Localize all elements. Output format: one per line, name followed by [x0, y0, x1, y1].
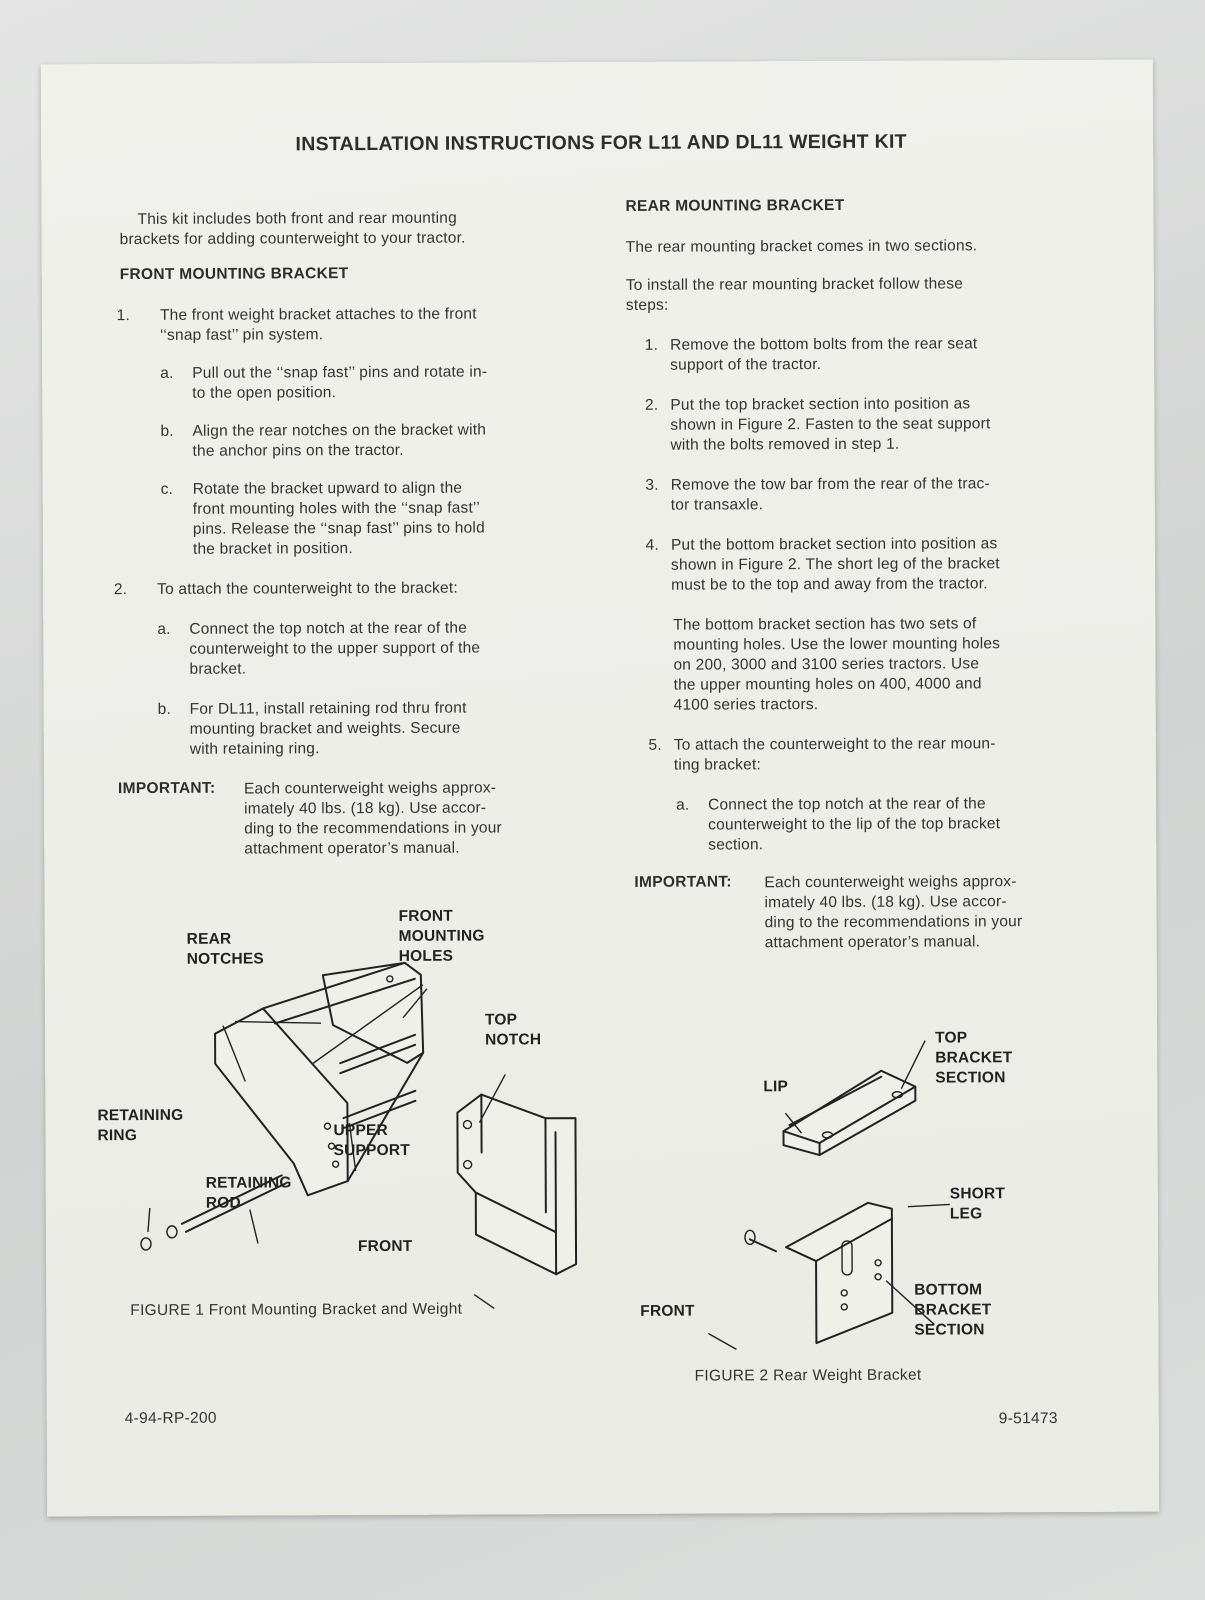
text-line: with retaining ring.: [189, 740, 320, 758]
important-label: IMPORTANT:: [117, 779, 216, 798]
step-number: 1.: [116, 307, 130, 325]
text-line: The front weight bracket attaches to the front: [159, 305, 477, 324]
rear-step-1: [670, 334, 978, 375]
front-step-2a: [189, 619, 480, 680]
text-line: the bracket in position.: [192, 540, 353, 558]
text-line: SECTION: [935, 1069, 1006, 1087]
front-step-1b: [192, 420, 486, 461]
text-line: front mounting holes with the ‘‘snap fast’’: [192, 499, 481, 518]
text-line: counterweight to the lip of the top bracket: [708, 815, 1001, 834]
figure-2-caption: FIGURE 2 Rear Weight Bracket: [694, 1366, 922, 1385]
text-line: shown in Figure 2. The short leg of the bracket: [670, 555, 1000, 574]
label-front: FRONT: [357, 1237, 413, 1256]
label-upper-support: [333, 1121, 410, 1161]
text-line: imately 40 lbs. (18 kg). Use accor-: [244, 799, 487, 818]
text-line: FRONT: [398, 907, 453, 925]
text-line: The bottom bracket section has two sets of: [673, 615, 977, 634]
important-note: [764, 872, 1022, 953]
short-leg-arrow: [908, 1204, 950, 1206]
front-step-1a: [192, 362, 487, 403]
step-letter: a.: [160, 364, 174, 382]
text-line: steps:: [625, 296, 669, 314]
rear-steps-intro: [626, 274, 963, 315]
text-line: attachment operator’s manual.: [244, 839, 460, 858]
text-line: section.: [708, 836, 764, 854]
text-line: HOLES: [398, 947, 454, 965]
rear-step-4-note: [673, 614, 1000, 715]
text-line: Each counterweight weighs approx-: [243, 779, 497, 798]
important-label: IMPORTANT:: [634, 873, 732, 891]
text-line: mounting bracket and weights. Secure: [189, 719, 461, 738]
label-rear-notches: [187, 929, 264, 969]
important-note: [244, 778, 502, 859]
step-number: 5.: [648, 736, 662, 754]
footer-left-code: 4-94-RP-200: [124, 1409, 217, 1428]
text-line: TOP: [484, 1011, 518, 1029]
retaining-rod-arrow: [250, 1209, 258, 1243]
intro-paragraph: [137, 209, 456, 230]
text-line: BOTTOM: [914, 1281, 983, 1299]
label-top-bracket-section: [935, 1028, 1012, 1088]
top-bracket-section: [783, 1071, 915, 1156]
front-step-1c: [193, 479, 485, 560]
top-bracket-arrow: [901, 1041, 925, 1089]
intro-line: brackets for adding counterweight to your tractor.: [119, 229, 466, 249]
text-line: imately 40 lbs. (18 kg). Use accor-: [764, 893, 1007, 912]
step-number: 3.: [645, 476, 659, 494]
page-title: INSTALLATION INSTRUCTIONS FOR L11 AND DL11 WEIGHT KIT: [295, 130, 907, 156]
text-line: Remove the tow bar from the rear of the trac-: [670, 475, 990, 494]
text-line: Rotate the bracket upward to align the: [192, 479, 463, 498]
text-line: UPPER: [333, 1121, 388, 1140]
instruction-sheet: [41, 60, 1159, 1517]
counterweight: [457, 1094, 576, 1275]
bracket-left-plate: [215, 1008, 348, 1196]
step-letter: c.: [160, 480, 174, 498]
text-line: must be to the top and away from the tractor.: [671, 575, 988, 594]
label-top-notch: [485, 1010, 541, 1050]
rear-step-5a: [708, 794, 1000, 855]
rear-intro: The rear mounting bracket comes in two sections.: [625, 237, 978, 256]
text-line: ROD: [205, 1194, 241, 1212]
text-line: Align the rear notches on the bracket with: [192, 421, 487, 440]
text-line: REAR: [186, 930, 232, 948]
text-line: To install the rear mounting bracket follow these: [625, 275, 964, 294]
text-line: ding to the recommendations in your: [764, 913, 1023, 932]
footer-right-code: 9-51473: [998, 1410, 1058, 1428]
text-line: ding to the recommendations in your: [244, 819, 502, 838]
text-line: with the bolts removed in step 1.: [670, 435, 900, 454]
text-line: TOP: [935, 1029, 968, 1047]
label-bottom-bracket-section: [914, 1280, 991, 1340]
text-line: Pull out the ‘‘snap fast’’ pins and rotate in-: [192, 363, 488, 382]
text-line: For DL11, install retaining rod thru front: [189, 699, 467, 718]
text-line: on 200, 3000 and 3100 series tractors. Use: [673, 655, 980, 674]
figure-2-drawing: [625, 1020, 1146, 1352]
front-step-1: [160, 305, 477, 346]
front-step-2: [157, 579, 458, 600]
bottom-bracket-section: [786, 1203, 893, 1343]
figure-1-caption: FIGURE 1 Front Mounting Bracket and Weight: [130, 1300, 463, 1320]
label-front: FRONT: [640, 1302, 695, 1320]
text-line: To attach the counterweight to the bracket:: [157, 579, 458, 598]
front-step-2b: [190, 699, 467, 760]
text-line: To attach the counterweight to the rear moun-: [673, 735, 996, 754]
label-retaining-ring: [97, 1106, 183, 1146]
label-retaining-rod: [206, 1173, 292, 1213]
text-line: bracket.: [189, 660, 247, 678]
retaining-ring-arrow: [148, 1208, 150, 1232]
text-line: Put the top bracket section into position as: [670, 395, 971, 414]
text-line: 4100 series tractors.: [673, 696, 819, 714]
text-line: mounting holes. Use the lower mounting holes: [673, 635, 1001, 654]
text-line: SUPPORT: [333, 1141, 410, 1160]
text-line: Each counterweight weighs approx-: [764, 873, 1017, 892]
text-line: BRACKET: [914, 1301, 992, 1319]
rear-step-4: [671, 534, 1000, 595]
text-line: RETAINING: [205, 1174, 292, 1192]
text-line: BRACKET: [935, 1049, 1013, 1067]
text-line: RETAINING: [97, 1106, 184, 1125]
step-letter: a.: [676, 796, 690, 814]
text-line: NOTCH: [485, 1031, 542, 1049]
step-number: 1.: [644, 336, 659, 354]
text-line: support of the tractor.: [670, 356, 822, 374]
text-line: pins. Release the ‘‘snap fast’’ pins to hold: [192, 519, 485, 538]
rear-step-2: [670, 394, 990, 455]
step-number: 4.: [645, 536, 659, 554]
step-number: 2.: [113, 581, 128, 599]
step-letter: b.: [160, 422, 174, 440]
text-line: attachment operator’s manual.: [764, 933, 981, 952]
step-number: 2.: [644, 396, 659, 414]
text-line: shown in Figure 2. Fasten to the seat support: [670, 415, 991, 434]
front-arrow: [708, 1333, 736, 1349]
text-line: Put the bottom bracket section into position as: [670, 535, 998, 554]
text-line: RING: [97, 1127, 138, 1145]
step-letter: a.: [157, 620, 171, 638]
label-front-mounting-holes: [399, 907, 485, 967]
text-line: ‘‘snap fast’’ pin system.: [159, 326, 324, 344]
text-line: SHORT: [949, 1185, 1006, 1203]
text-line: LEG: [949, 1205, 983, 1223]
text-line: ting bracket:: [673, 756, 761, 774]
text-line: counterweight to the upper support of the: [189, 639, 481, 658]
front-bracket-heading: FRONT MOUNTING BRACKET: [119, 265, 349, 284]
text-line: the upper mounting holes on 400, 4000 and: [673, 675, 982, 694]
text-line: Connect the top notch at the rear of the: [189, 619, 468, 638]
label-short-leg: [950, 1184, 1005, 1224]
rear-step-5: [674, 734, 996, 775]
text-line: tor transaxle.: [670, 496, 764, 514]
intro-paragraph-cont: [120, 229, 466, 251]
text-line: Connect the top notch at the rear of the: [708, 795, 986, 814]
front-arrow: [474, 1294, 494, 1308]
text-line: to the open position.: [192, 384, 337, 402]
step-letter: b.: [157, 700, 172, 718]
text-line: NOTCHES: [186, 950, 264, 968]
label-lip: LIP: [763, 1078, 789, 1096]
text-line: the anchor pins on the tractor.: [192, 441, 404, 460]
rear-step-3: [671, 474, 990, 515]
intro-line: This kit includes both front and rear mounting: [137, 209, 457, 229]
text-line: SECTION: [914, 1321, 985, 1339]
text-line: MOUNTING: [398, 927, 485, 945]
rear-bracket-heading: REAR MOUNTING BRACKET: [625, 196, 845, 215]
text-line: Remove the bottom bolts from the rear seat: [670, 335, 978, 354]
